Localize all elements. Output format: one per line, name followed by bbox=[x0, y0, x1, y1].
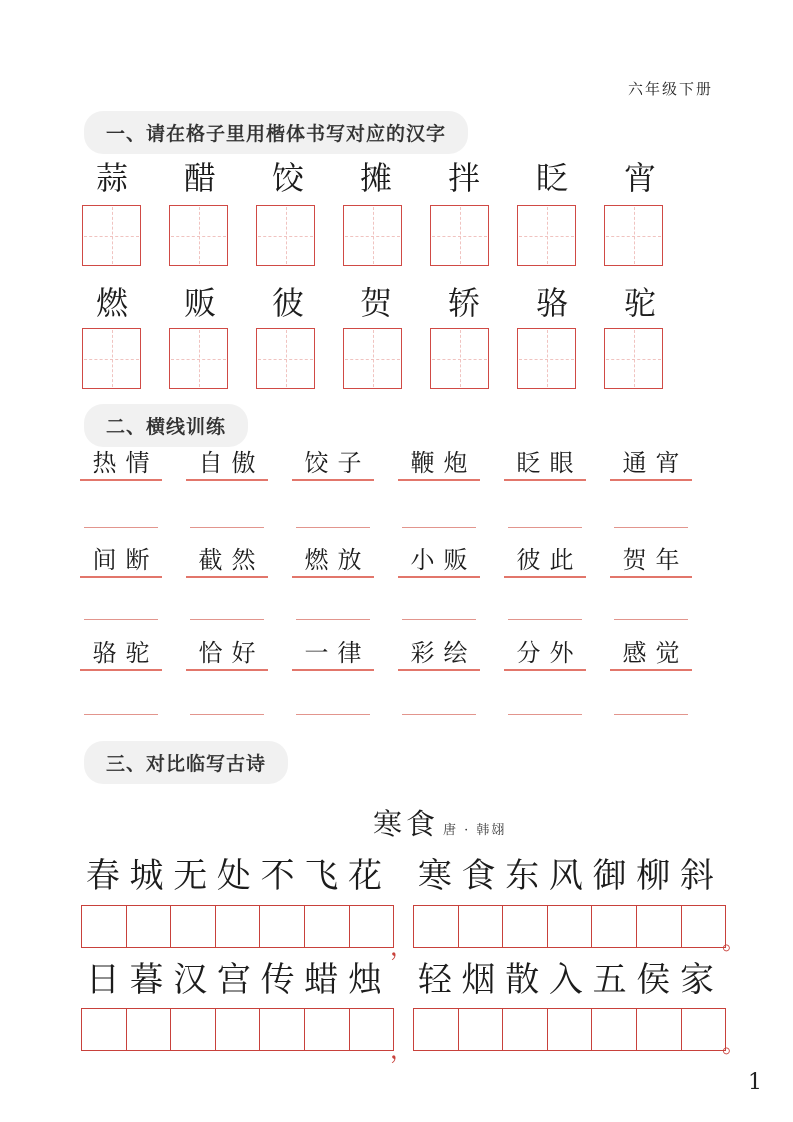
model-word: 小贩 bbox=[398, 543, 480, 578]
practice-grid-box bbox=[256, 328, 315, 389]
poem-author: 唐 · 韩翃 bbox=[443, 823, 507, 838]
poem-copy-box bbox=[170, 1008, 216, 1051]
poem-character: 传 bbox=[260, 960, 295, 1000]
poem-copy-box bbox=[170, 905, 216, 948]
model-word: 间断 bbox=[80, 543, 162, 578]
poem-copy-box bbox=[502, 905, 548, 948]
model-word-row-3 bbox=[80, 636, 716, 671]
poem-character: 散 bbox=[505, 960, 540, 1000]
practice-line bbox=[190, 527, 264, 528]
practice-line bbox=[614, 619, 688, 620]
practice-grid-box bbox=[169, 205, 228, 266]
practice-grid-box bbox=[430, 328, 489, 389]
model-word: 一律 bbox=[292, 636, 374, 671]
practice-line bbox=[614, 714, 688, 715]
poem-copy-box bbox=[458, 905, 504, 948]
model-character-row-2 bbox=[82, 282, 698, 324]
model-word: 鞭炮 bbox=[398, 446, 480, 481]
poem-character: 五 bbox=[592, 960, 627, 1000]
poem-copy-box-group bbox=[81, 905, 394, 948]
poem-copy-box bbox=[349, 1008, 395, 1051]
practice-line bbox=[190, 619, 264, 620]
poem-copy-box bbox=[259, 905, 305, 948]
practice-line bbox=[190, 714, 264, 715]
poem-copy-box bbox=[413, 1008, 459, 1051]
model-word: 截然 bbox=[186, 543, 268, 578]
model-word: 恰好 bbox=[186, 636, 268, 671]
poem-copy-box bbox=[215, 905, 261, 948]
practice-grid-box bbox=[604, 328, 663, 389]
practice-grid-box bbox=[517, 205, 576, 266]
poem-copy-box bbox=[547, 1008, 593, 1051]
poem-copy-box bbox=[81, 1008, 127, 1051]
practice-line bbox=[296, 714, 370, 715]
poem-character: 日 bbox=[85, 960, 120, 1000]
model-word: 感觉 bbox=[610, 636, 692, 671]
practice-line bbox=[296, 619, 370, 620]
poem-character: 蜡 bbox=[304, 960, 339, 1000]
poem-copy-box bbox=[215, 1008, 261, 1051]
poem-line-1-copy-boxes bbox=[81, 905, 771, 961]
practice-line bbox=[508, 619, 582, 620]
booklet-label: 六年级下册 bbox=[627, 80, 713, 98]
blank-line-row-1 bbox=[84, 527, 720, 528]
poem-copy-box-group bbox=[81, 1008, 394, 1051]
practice-grid-box bbox=[517, 328, 576, 389]
practice-grid-box bbox=[82, 205, 141, 266]
poem-copy-box-group bbox=[413, 1008, 726, 1051]
model-character: 贺 bbox=[359, 284, 392, 322]
model-word: 眨眼 bbox=[504, 446, 586, 481]
practice-line bbox=[296, 527, 370, 528]
model-word: 彩绘 bbox=[398, 636, 480, 671]
poem-character: 入 bbox=[548, 960, 583, 1000]
model-character: 摊 bbox=[359, 159, 392, 197]
practice-line bbox=[402, 714, 476, 715]
poem-copy-box bbox=[81, 905, 127, 948]
practice-line bbox=[614, 527, 688, 528]
practice-grid-box bbox=[343, 328, 402, 389]
practice-line bbox=[84, 527, 158, 528]
poem-character: 柳 bbox=[636, 856, 671, 896]
practice-line bbox=[508, 527, 582, 528]
poem-copy-box bbox=[502, 1008, 548, 1051]
poem-copy-box bbox=[681, 1008, 727, 1051]
poem-text-group bbox=[413, 853, 719, 899]
model-word: 燃放 bbox=[292, 543, 374, 578]
poem-copy-box bbox=[591, 905, 637, 948]
poem-copy-box bbox=[681, 905, 727, 948]
model-character: 宵 bbox=[623, 159, 656, 197]
practice-line bbox=[508, 714, 582, 715]
poem-copy-box bbox=[304, 1008, 350, 1051]
poem-character: 汉 bbox=[173, 960, 208, 1000]
model-character: 骆 bbox=[535, 284, 568, 322]
poem-copy-box bbox=[126, 1008, 172, 1051]
poem-character: 风 bbox=[548, 856, 583, 896]
poem-line-2-copy-boxes bbox=[81, 1008, 771, 1064]
section-3-header bbox=[84, 741, 288, 784]
section-1-header bbox=[84, 111, 468, 154]
model-character: 饺 bbox=[271, 159, 304, 197]
section-3-title: 三、对比临写古诗 bbox=[106, 754, 267, 775]
model-word: 骆驼 bbox=[80, 636, 162, 671]
poem-line-2-text bbox=[81, 957, 761, 1003]
poem-character: 城 bbox=[129, 856, 164, 896]
comma-punctuation: ， bbox=[390, 1036, 414, 1064]
poem-title: 寒食 bbox=[373, 807, 440, 841]
model-word: 彼此 bbox=[504, 543, 586, 578]
model-character: 蒜 bbox=[95, 159, 128, 197]
practice-grid-box bbox=[604, 205, 663, 266]
section-2-title: 二、横线训练 bbox=[106, 417, 227, 438]
poem-character: 处 bbox=[216, 856, 251, 896]
poem-copy-box bbox=[636, 905, 682, 948]
model-word: 贺年 bbox=[610, 543, 692, 578]
model-character: 燃 bbox=[95, 284, 128, 322]
poem-character: 食 bbox=[461, 856, 496, 896]
poem-copy-box bbox=[547, 905, 593, 948]
poem-character: 斜 bbox=[679, 856, 714, 896]
blank-line-row-2 bbox=[84, 619, 720, 620]
model-word: 分外 bbox=[504, 636, 586, 671]
poem-character: 春 bbox=[85, 856, 120, 896]
model-character: 拌 bbox=[447, 159, 480, 197]
model-character-row-1 bbox=[82, 157, 698, 199]
model-word: 饺子 bbox=[292, 446, 374, 481]
poem-character: 东 bbox=[505, 856, 540, 896]
poem-character: 寒 bbox=[417, 856, 452, 896]
poem-character: 御 bbox=[592, 856, 627, 896]
practice-grid-box bbox=[343, 205, 402, 266]
period-punctuation: 。 bbox=[722, 1030, 746, 1058]
poem-copy-box bbox=[304, 905, 350, 948]
poem-character: 飞 bbox=[304, 856, 339, 896]
poem-copy-box bbox=[259, 1008, 305, 1051]
model-character: 驼 bbox=[623, 284, 656, 322]
comma-punctuation: ， bbox=[390, 933, 414, 961]
poem-character: 无 bbox=[173, 856, 208, 896]
practice-grid-box bbox=[430, 205, 489, 266]
poem-character: 花 bbox=[347, 856, 382, 896]
poem-copy-box-group bbox=[413, 905, 726, 948]
poem-text-group bbox=[81, 853, 387, 899]
blank-line-row-3 bbox=[84, 714, 720, 715]
model-word-row-1 bbox=[80, 446, 716, 481]
poem-copy-box bbox=[636, 1008, 682, 1051]
practice-line bbox=[84, 619, 158, 620]
poem-copy-box bbox=[126, 905, 172, 948]
poem-character: 暮 bbox=[129, 960, 164, 1000]
poem-title-block bbox=[373, 802, 506, 843]
practice-grid-box bbox=[169, 328, 228, 389]
model-character: 醋 bbox=[183, 159, 216, 197]
model-character: 彼 bbox=[271, 284, 304, 322]
poem-line-1-text bbox=[81, 853, 761, 899]
section-2-header bbox=[84, 404, 248, 447]
poem-copy-box bbox=[458, 1008, 504, 1051]
model-character: 眨 bbox=[535, 159, 568, 197]
practice-grid-row-1 bbox=[82, 205, 691, 266]
practice-grid-box bbox=[82, 328, 141, 389]
model-word: 通宵 bbox=[610, 446, 692, 481]
poem-character: 烛 bbox=[347, 960, 382, 1000]
model-word: 自傲 bbox=[186, 446, 268, 481]
model-character: 轿 bbox=[447, 284, 480, 322]
poem-character: 烟 bbox=[461, 960, 496, 1000]
poem-copy-box bbox=[413, 905, 459, 948]
poem-character: 家 bbox=[679, 960, 714, 1000]
poem-character: 轻 bbox=[417, 960, 452, 1000]
poem-text-group bbox=[413, 957, 719, 1003]
poem-text-group bbox=[81, 957, 387, 1003]
poem-character: 不 bbox=[260, 856, 295, 896]
model-character: 贩 bbox=[183, 284, 216, 322]
practice-grid-box bbox=[256, 205, 315, 266]
poem-character: 宫 bbox=[216, 960, 251, 1000]
model-word-row-2 bbox=[80, 543, 716, 578]
practice-line bbox=[402, 619, 476, 620]
practice-grid-row-2 bbox=[82, 328, 691, 389]
section-1-title: 一、请在格子里用楷体书写对应的汉字 bbox=[106, 124, 447, 145]
poem-character: 侯 bbox=[636, 960, 671, 1000]
practice-line bbox=[402, 527, 476, 528]
model-word: 热情 bbox=[80, 446, 162, 481]
period-punctuation: 。 bbox=[722, 927, 746, 955]
poem-copy-box bbox=[591, 1008, 637, 1051]
practice-line bbox=[84, 714, 158, 715]
page-number: 1 bbox=[748, 1070, 762, 1095]
poem-copy-box bbox=[349, 905, 395, 948]
